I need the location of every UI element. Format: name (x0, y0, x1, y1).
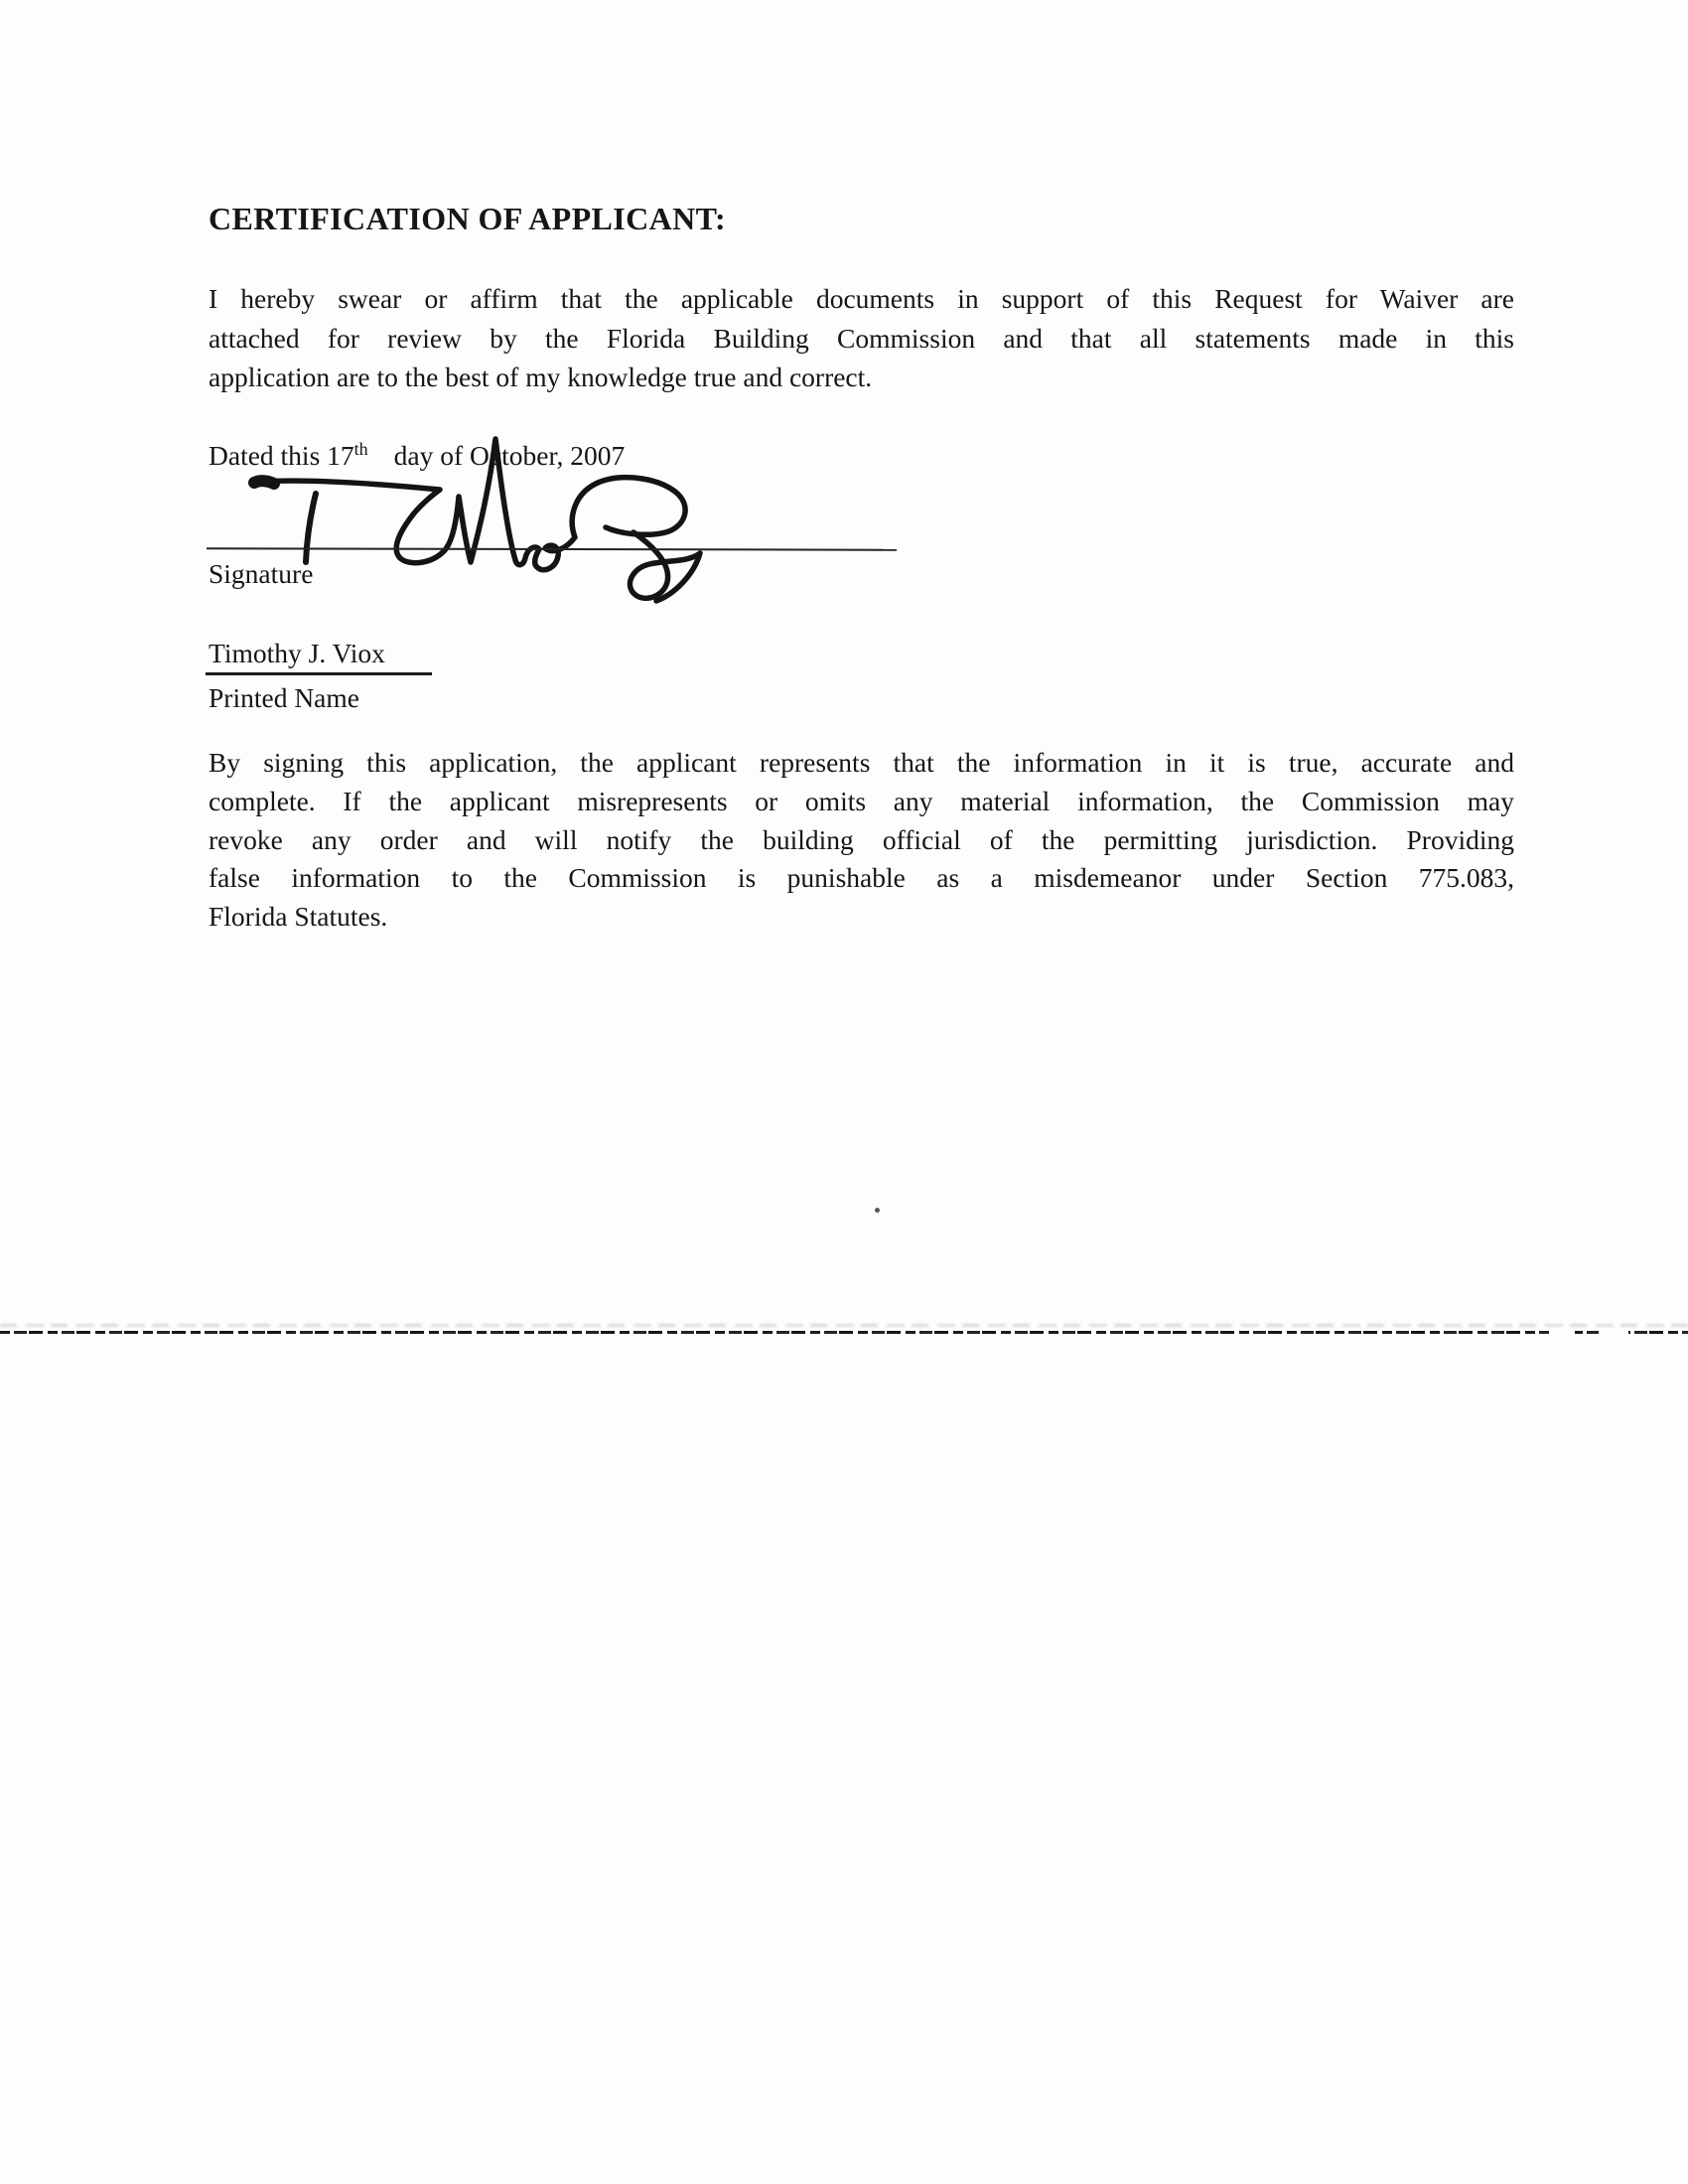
paragraph-line: I hereby swear or affirm that the applicable documents in support of this Request for Waiver are (209, 283, 1514, 314)
signature-label: Signature (209, 558, 314, 589)
printed-name-value: Timothy J. Viox (209, 638, 385, 668)
paragraph-line: Florida Statutes. (209, 901, 388, 933)
affirmation-paragraph (209, 279, 1514, 397)
date-rest: day of October, 2007 (393, 440, 626, 471)
paragraph-line: application are to the best of my knowledge true and correct. (209, 362, 873, 392)
paragraph-line: By signing this application, the applicant represents that the information in it is true, accurate and (209, 747, 1514, 778)
scan-speck-artifact (875, 1208, 880, 1213)
scan-dash-gap (1549, 1328, 1575, 1337)
scan-dash-gap (1599, 1328, 1628, 1337)
printed-name-underline (206, 672, 432, 675)
paragraph-line: revoke any order and will notify the building official of the permitting jurisdiction. Providing (209, 823, 1514, 855)
paragraph-line: attached for review by the Florida Building Commission and that all statements made in this (209, 322, 1514, 354)
handwritten-signature (246, 433, 718, 617)
date-ordinal-superscript: th (353, 438, 368, 459)
paragraph-line: false information to the Commission is punishable as a misdemeanor under Section 775.083, (209, 862, 1514, 894)
certification-heading: CERTIFICATION OF APPLICANT: (209, 201, 727, 236)
paragraph-line: complete. If the applicant misrepresents or omits any material information, the Commission may (209, 785, 1514, 816)
signature-ink-flourish (630, 532, 700, 601)
printed-name-label: Printed Name (209, 682, 359, 713)
scan-dashed-line-artifact (0, 1331, 1688, 1334)
date-prefix: Dated this 17 (209, 440, 354, 471)
scan-fuzz-artifact (0, 1324, 1688, 1327)
signature-ink-stem (306, 494, 316, 562)
representation-paragraph (209, 744, 1514, 937)
